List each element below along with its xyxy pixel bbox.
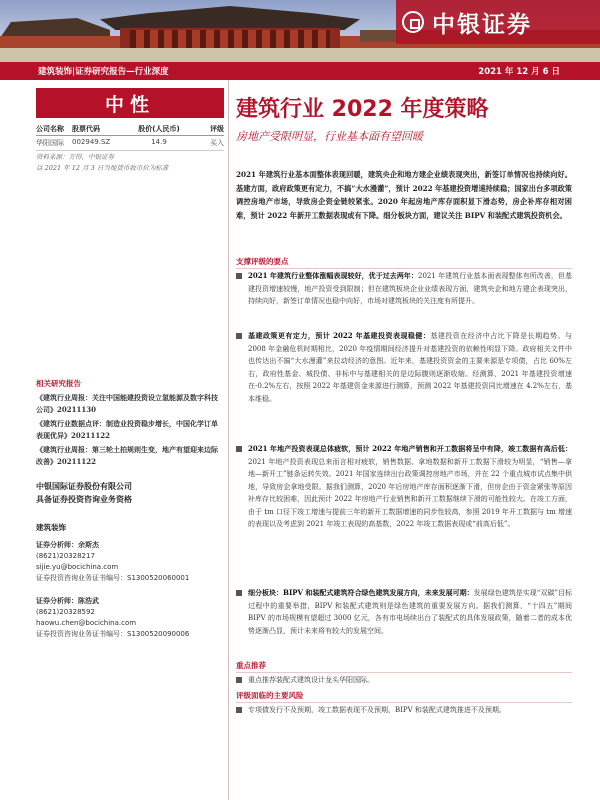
report-category-bar	[0, 62, 600, 80]
list-item[interactable]: 《建筑行业数据点评：制造业投资稳步增长，中国化学订单表现优异》20211122	[36, 419, 218, 440]
risk-item: 专项债发行不及预期，竣工数据表现不及预期，BIPV 和装配式建筑推进不及预期。	[236, 704, 572, 717]
column-divider	[228, 80, 229, 800]
brand-name: 中银证券	[432, 11, 532, 38]
report-subtitle: 房地产受限明显，行业基本面有望回暖	[236, 130, 423, 143]
stock-table-header: 公司名称 股票代码 股价(人民币) 评级	[36, 124, 224, 136]
report-category: 建筑装饰|证券研究报告—行业深度	[38, 67, 169, 77]
sector-label: 建筑装饰	[36, 523, 66, 532]
recommend-title: 重点推荐	[236, 660, 572, 673]
list-item[interactable]: 《建筑行业周报：第三轮土拍规则生变，地产有望迎来边际改善》20211122	[36, 445, 218, 466]
summary-paragraph: 2021 年建筑行业基本面整体表现回暖，建筑央企和地方建企业绩表现突出，新签订单情况也持续向好。基建方面，政府政策更有定力，不搞“大水漫灌”，预计 2022 年基建投资增速持续稳；国家出台多项政策调控房地产市场，导致房企资金链较紧张。2020 年起房地产库存面积显下滑态势，房企补库存相对困难，预计 2022 年新开工数据表现或有下降。细分板块方面，建议关注 BIPV 和装配式建筑投资机会。	[236, 170, 572, 220]
brand-logo	[396, 0, 600, 44]
bullet-square-icon	[236, 707, 242, 713]
industry-rating: 中性	[36, 88, 224, 118]
report-title: 建筑行业 2022 年度策略	[236, 97, 489, 122]
bullet-item: 细分板块：BIPV 和装配式建筑符合绿色建筑发展方向，未来发展可期：发展绿色建筑是实现“双碳”目标过程中的重要举措，BIPV 和装配式建筑则是绿色建筑的重要发展方向。据我们测算，“十四五”期间 BIPV 的市场规模有望超过 3000 亿元，各有市电场续出台了装配式的具体发展政策，随着二者的成本优势逐渐凸显，预计未来将有较大的发展空间。	[236, 587, 572, 637]
bullet-square-icon	[236, 273, 242, 279]
bullet-square-icon	[236, 590, 242, 596]
company-info: 中银国际证券股份有限公司 具备证券投资咨询业务资格	[36, 481, 132, 504]
risk-title: 评级面临的主要风险	[236, 690, 572, 703]
list-item[interactable]: 《建筑行业周报：关注中国能建投资设立氢能源及数字科技公司》20211130	[36, 393, 218, 414]
recommend-item: 重点推荐装配式建筑设计龙头华阳国际。	[236, 674, 572, 687]
report-date: 2021 年 12 月 6 日	[478, 67, 560, 77]
bullet-square-icon	[236, 446, 242, 452]
related-reports-title: 相关研究报告	[36, 379, 81, 388]
analyst-1: 证券分析师：余斯杰 (8621)20328217 sijie.yu@bocichina.com 证券投资咨询业务证书编号：S1300520060001	[36, 541, 190, 582]
source-note: 资料来源：万得，中银证券 以 2021 年 12 月 3 日当地货币收市价为标准	[36, 153, 169, 172]
bullet-square-icon	[236, 333, 242, 339]
related-reports-list	[36, 392, 224, 470]
bullet-item: 2021 年建筑行业整体涨幅表现较好，优于过去两年：2021 年建筑行业基本面表现整体有所改善，但基建投资增速较慢，地产投资受到限制；但在建筑板块企业业绩表现方面，建筑央企和地方建企表现突出，持续向好，新签订单情况也稳中向好，市场对建筑板块的关注度有所提升。	[236, 270, 572, 308]
table-row: 华阳国际 002949.SZ 14.9 买入	[36, 136, 224, 151]
bullet-item: 2021 年地产投资表现总体疲软，预计 2022 年地产销售和开工数据将呈中有降，竣工数据有高后低：2021 年地产投资表现总来而言相对疲软，销售数据、拿地数据和新开工数据下滑较为明显，“销售—拿地—新开工”链条运转失效。2021 年国家连续出台政策调控房地产市场，并在 22 个重点城市试点集中供地，导致房企拿地受限。据我们测算，2020 年后房地产库存面积逐渐下滑，但房企由于资金紧张等原因补库存比较困难，因此预计 2022 年房地产行业销售和新开工数据继续下滑的可能性较大。在竣工方面，由于 tm 口径下竣工增速与提前三年的新开工数据增速的同步性较高，参照 2019 年开工数据与 tm 增速的表现以及考虑到 2021 年竣工表现的高基数，2022 年竣工数据表现或“前高后低”。	[236, 443, 572, 531]
key-points-title: 支撑评级的要点	[236, 256, 572, 269]
stock-table	[36, 124, 224, 151]
bullet-square-icon	[236, 677, 242, 683]
analyst-2: 证券分析师：陈浩武 (8621)20328592 haowu.chen@bocichina.com 证券投资咨询业务证书编号：S1300520090006	[36, 597, 190, 638]
bullet-item: 基建政策更有定力，预计 2022 年基建投资表现稳健：基建投资在经济中占比下降是长期趋势。与 2008 年金融危机时期相比，2020 年疫情期间经济提升对基建投资的依赖性明显下降。政府相关文件中也传达出不搞“大水漫灌”来拉动经济的意图。近年来，基建投资资金的主要来源是专项债，占比 60%左右，政府性基金、城投债、非标中与基建相关的是边际腹则逐渐收缩。经测算，2021 年基建投资增速在-0.2%左右，按照 2022 年基建资金来源进行测算，预测 2022 年基建投资同比增速在 4.2%左右，基本维稳。	[236, 330, 572, 405]
coin-logo-icon	[402, 11, 424, 33]
